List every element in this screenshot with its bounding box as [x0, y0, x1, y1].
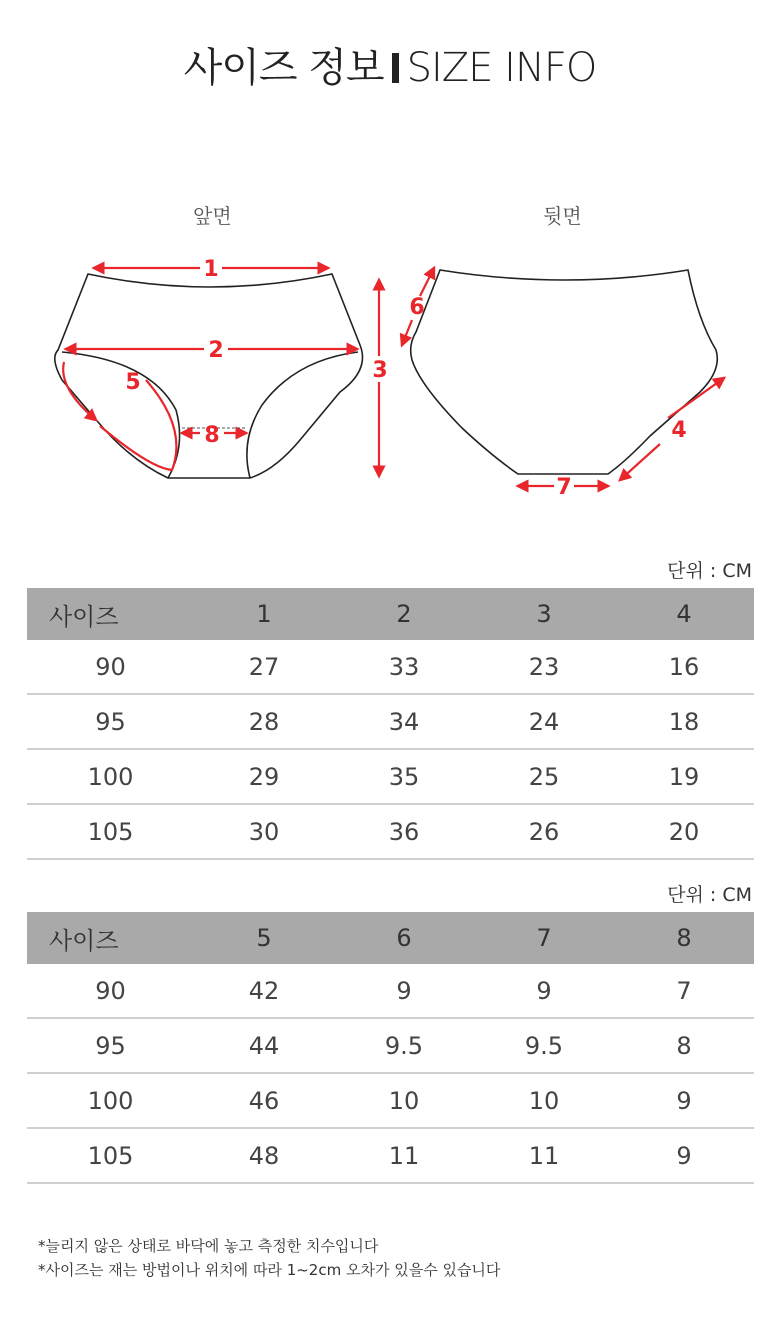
value-cell: 10 [334, 1073, 474, 1128]
measurement-diagram [0, 240, 780, 500]
value-cell: 20 [614, 804, 754, 859]
title-divider [392, 53, 399, 83]
measurement-notes [38, 1234, 500, 1282]
header-size: 사이즈 [27, 912, 194, 964]
header-col: 6 [334, 912, 474, 964]
value-cell: 48 [194, 1128, 334, 1183]
size-cell: 90 [27, 640, 194, 694]
table-row [27, 640, 754, 694]
value-cell: 35 [334, 749, 474, 804]
value-cell: 25 [474, 749, 614, 804]
size-cell: 95 [27, 1018, 194, 1073]
value-cell: 16 [614, 640, 754, 694]
size-cell: 90 [27, 964, 194, 1018]
marker-1: 1 [203, 257, 219, 282]
marker-5: 5 [125, 370, 141, 395]
value-cell: 42 [194, 964, 334, 1018]
value-cell: 8 [614, 1018, 754, 1073]
table-row [27, 804, 754, 859]
table2-unit-label: 단위 : CM [667, 884, 752, 906]
size-cell: 100 [27, 1073, 194, 1128]
marker-3: 3 [372, 358, 388, 383]
value-cell: 30 [194, 804, 334, 859]
size-cell: 105 [27, 804, 194, 859]
header-col: 5 [194, 912, 334, 964]
value-cell: 34 [334, 694, 474, 749]
marker-8: 8 [204, 423, 220, 448]
title-korean: 사이즈 정보 [183, 45, 384, 91]
value-cell: 29 [194, 749, 334, 804]
back-garment-outline [411, 270, 718, 474]
marker-4: 4 [671, 418, 687, 443]
table-row [27, 1128, 754, 1183]
front-view-label: 앞면 [193, 204, 232, 228]
value-cell: 9 [474, 964, 614, 1018]
value-cell: 44 [194, 1018, 334, 1073]
header-col: 4 [614, 588, 754, 640]
table-row [27, 964, 754, 1018]
back-measure-lines [402, 268, 724, 486]
size-table-1 [27, 588, 754, 860]
value-cell: 24 [474, 694, 614, 749]
value-cell: 26 [474, 804, 614, 859]
note-line: *늘리지 않은 상태로 바닥에 놓고 측정한 치수입니다 [38, 1237, 379, 1255]
header-size: 사이즈 [27, 588, 194, 640]
value-cell: 9 [334, 964, 474, 1018]
size-cell: 100 [27, 749, 194, 804]
value-cell: 19 [614, 749, 754, 804]
value-cell: 18 [614, 694, 754, 749]
marker-6: 6 [409, 295, 425, 320]
title-english: SIZE INFO [406, 45, 597, 91]
note-line: *사이즈는 재는 방법이나 위치에 따라 1~2cm 오차가 있을수 있습니다 [38, 1261, 501, 1279]
back-view-label: 뒷면 [543, 204, 582, 228]
table-row [27, 749, 754, 804]
value-cell: 27 [194, 640, 334, 694]
value-cell: 9.5 [334, 1018, 474, 1073]
size-cell: 95 [27, 694, 194, 749]
header-col: 1 [194, 588, 334, 640]
value-cell: 9 [614, 1128, 754, 1183]
value-cell: 10 [474, 1073, 614, 1128]
size-table-2 [27, 912, 754, 1184]
header-col: 7 [474, 912, 614, 964]
table-header-row [27, 588, 754, 640]
header-col: 8 [614, 912, 754, 964]
value-cell: 9.5 [474, 1018, 614, 1073]
value-cell: 28 [194, 694, 334, 749]
marker-7: 7 [556, 475, 572, 500]
table-row [27, 694, 754, 749]
header-col: 3 [474, 588, 614, 640]
value-cell: 36 [334, 804, 474, 859]
table-row [27, 1018, 754, 1073]
table1-unit-label: 단위 : CM [667, 560, 752, 582]
front-measure-lines [63, 268, 379, 476]
value-cell: 11 [334, 1128, 474, 1183]
header-col: 2 [334, 588, 474, 640]
value-cell: 33 [334, 640, 474, 694]
value-cell: 46 [194, 1073, 334, 1128]
value-cell: 23 [474, 640, 614, 694]
value-cell: 9 [614, 1073, 754, 1128]
table-row [27, 1073, 754, 1128]
page-title [0, 36, 780, 93]
size-cell: 105 [27, 1128, 194, 1183]
marker-2: 2 [208, 338, 224, 363]
value-cell: 7 [614, 964, 754, 1018]
table-header-row [27, 912, 754, 964]
value-cell: 11 [474, 1128, 614, 1183]
